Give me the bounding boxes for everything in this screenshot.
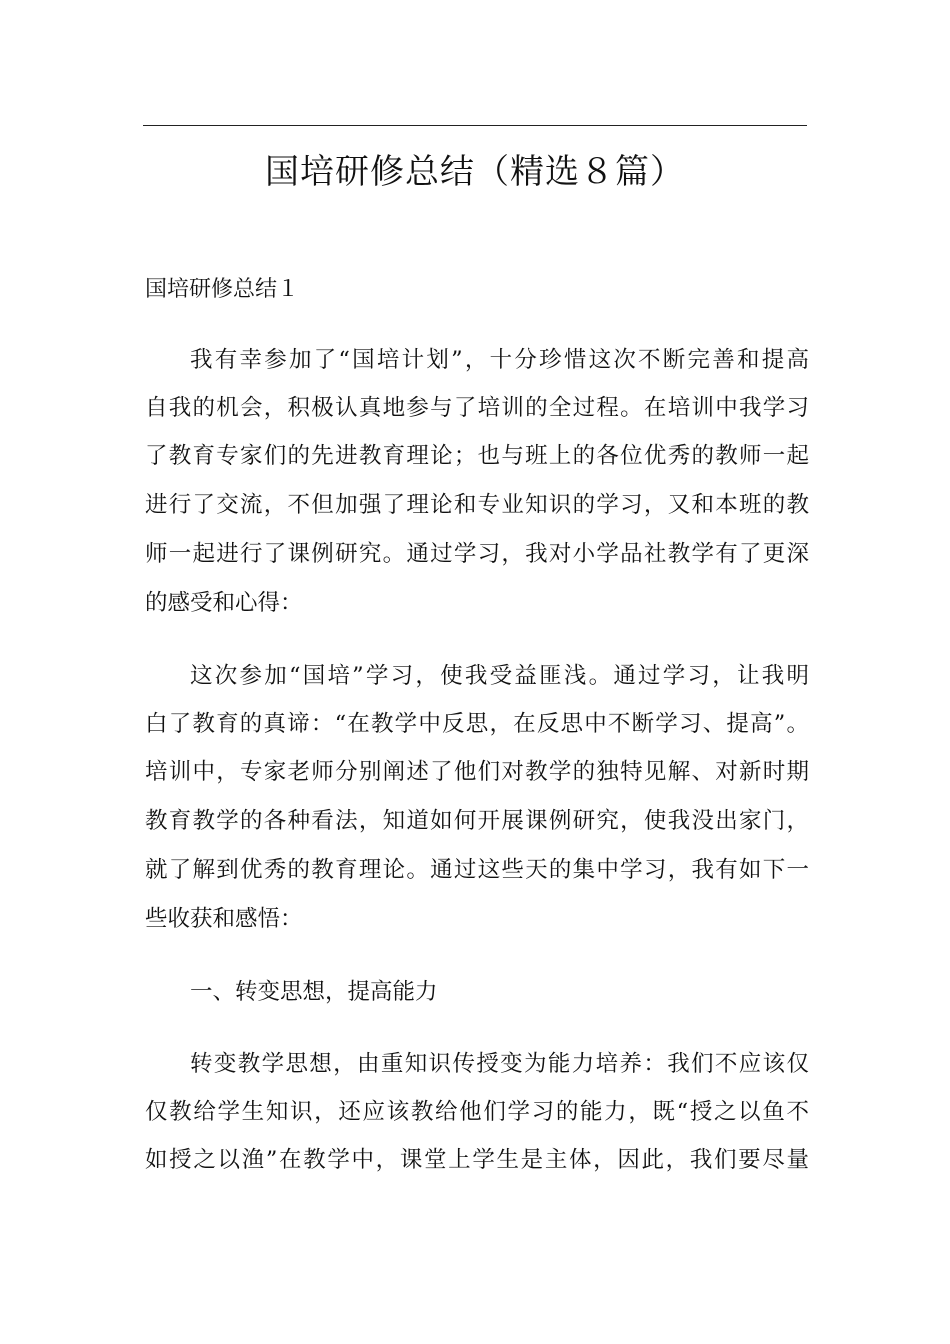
paragraph-line: 白了教育的真谛：“在教学中反思，在反思中不断学习、提高”。 — [145, 711, 809, 737]
paragraph-line: 转变教学思想，由重知识传授变为能力培养：我们不应该仅 — [190, 1051, 809, 1077]
paragraph-line: 些收获和感悟： — [145, 906, 303, 932]
paragraph-line: 教育教学的各种看法，知道如何开展课例研究，使我没出家门， — [145, 808, 809, 834]
paragraph-line: 这次参加“国培”学习，使我受益匪浅。通过学习，让我明 — [190, 663, 809, 689]
paragraph-line: 的感受和心得： — [145, 590, 303, 616]
paragraph-line: 培训中，专家老师分别阐述了他们对教学的独特见解、对新时期 — [145, 759, 809, 785]
document-title: 国培研修总结（精选８篇） — [265, 152, 685, 192]
header-rule — [143, 125, 807, 126]
paragraph-line: 了教育专家们的先进教育理论；也与班上的各位优秀的教师一起 — [145, 443, 809, 469]
paragraph-line: 我有幸参加了“国培计划”，十分珍惜这次不断完善和提高 — [190, 347, 809, 373]
paragraph-line: 仅教给学生知识，还应该教给他们学习的能力，既“授之以鱼不 — [145, 1099, 809, 1125]
paragraph-line: 进行了交流，不但加强了理论和专业知识的学习，又和本班的教 — [145, 492, 809, 518]
paragraph-line: 如授之以渔”在教学中，课堂上学生是主体，因此，我们要尽量 — [145, 1147, 809, 1173]
paragraph-line: 就了解到优秀的教育理论。通过这些天的集中学习，我有如下一 — [145, 857, 809, 883]
section-heading: 国培研修总结１ — [145, 277, 300, 302]
paragraph-line: 自我的机会，积极认真地参与了培训的全过程。在培训中我学习 — [145, 395, 809, 421]
subsection-heading: 一、转变思想，提高能力 — [190, 979, 438, 1005]
paragraph-line: 师一起进行了课例研究。通过学习，我对小学品社教学有了更深 — [145, 541, 809, 567]
